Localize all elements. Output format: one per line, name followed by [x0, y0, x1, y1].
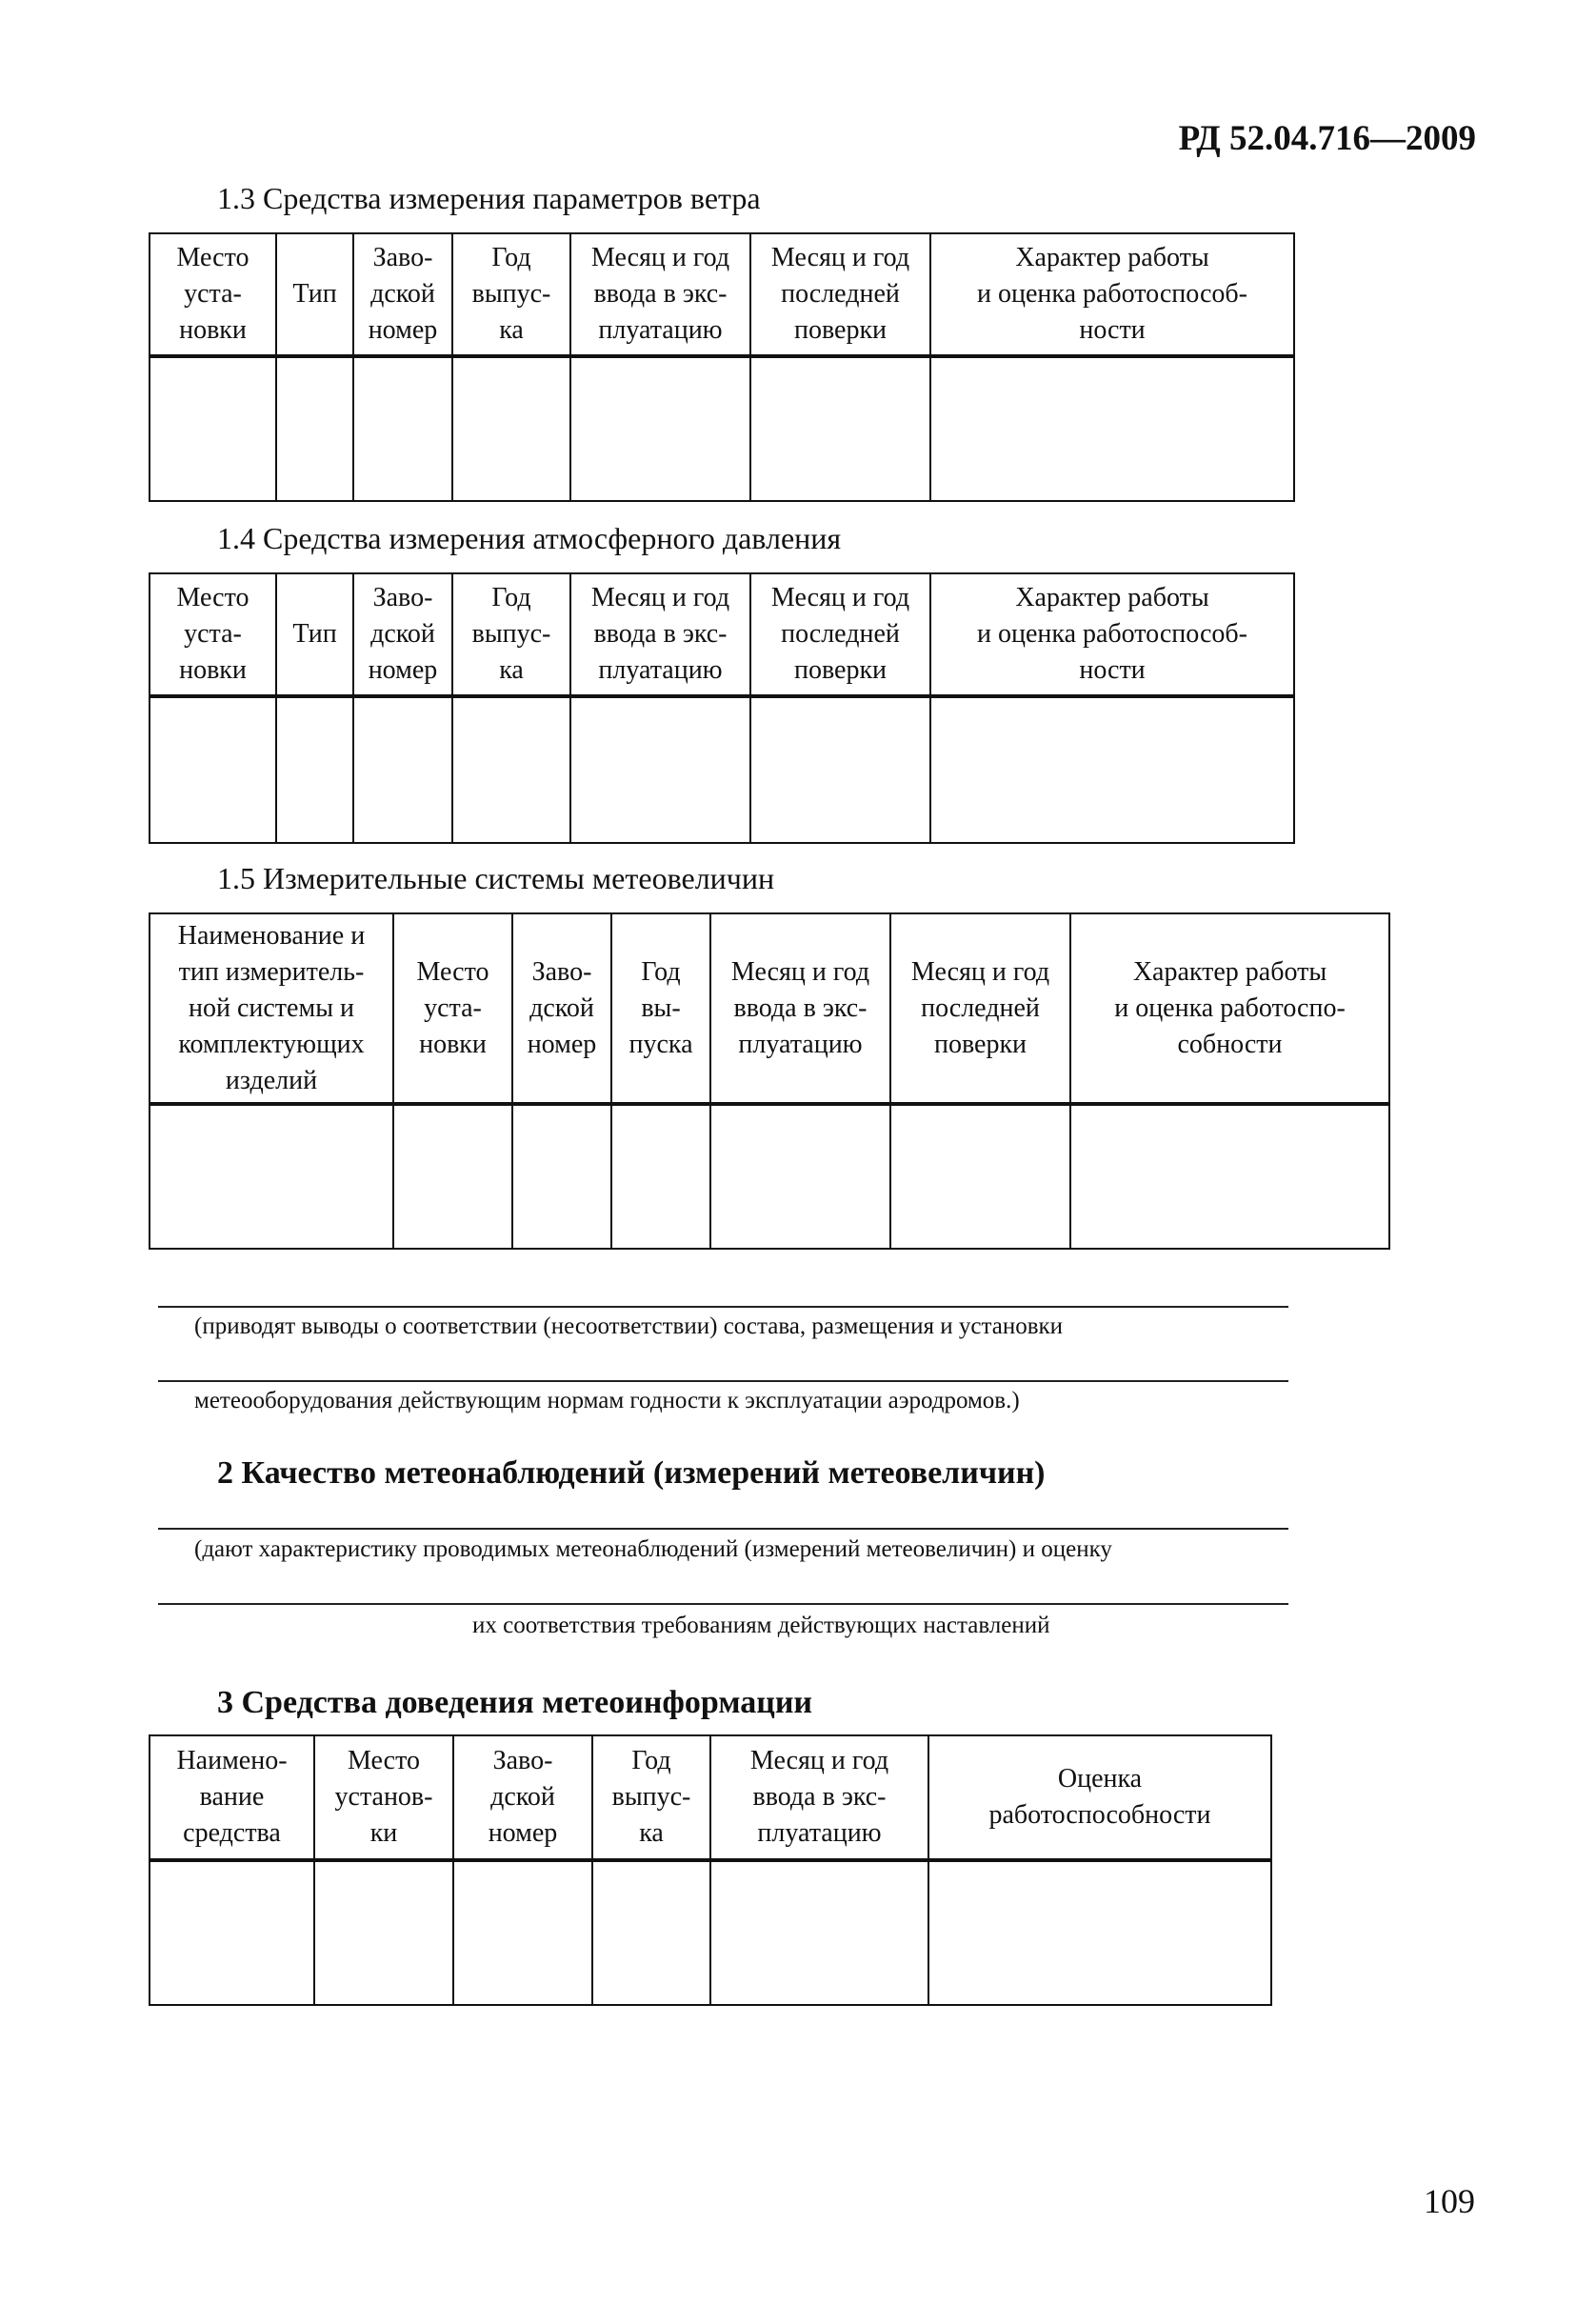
column-header: Заво- дской номер: [512, 913, 611, 1104]
column-header: Место установ- ки: [314, 1735, 453, 1860]
empty-cell[interactable]: [611, 1104, 710, 1249]
empty-cell[interactable]: [570, 696, 750, 843]
column-header: Характер работы и оценка работоспособ- ности: [930, 573, 1294, 696]
empty-cell[interactable]: [890, 1104, 1070, 1249]
pressure-instruments-table: [149, 572, 1295, 844]
column-header: Заво- дской номер: [353, 233, 452, 356]
column-header: Месяц и год последней поверки: [750, 233, 930, 356]
empty-cell[interactable]: [314, 1860, 453, 2005]
empty-cell[interactable]: [452, 356, 570, 501]
table-row: [150, 1860, 1271, 2005]
empty-cell[interactable]: [353, 356, 452, 501]
column-header: Месяц и год ввода в экс- плуатацию: [710, 1735, 928, 1860]
empty-cell[interactable]: [452, 696, 570, 843]
table-row: [150, 356, 1294, 501]
section-1-5-title: 1.5 Измерительные системы метеовеличин: [217, 861, 775, 895]
information-delivery-table: [149, 1734, 1272, 2006]
empty-cell[interactable]: [930, 696, 1294, 843]
column-header: Месяц и год ввода в экс- плуатацию: [570, 573, 750, 696]
column-header: Год выпус- ка: [452, 573, 570, 696]
column-header: Месяц и год последней поверки: [750, 573, 930, 696]
note-text: метеооборудования действующим нормам годности к эксплуатации аэродромов.): [194, 1388, 1020, 1413]
fill-in-line[interactable]: [158, 1380, 1288, 1382]
table-row: [150, 1104, 1389, 1249]
empty-cell[interactable]: [150, 1104, 393, 1249]
table-row: [150, 696, 1294, 843]
column-header: Год выпус- ка: [592, 1735, 710, 1860]
empty-cell[interactable]: [150, 1860, 314, 2005]
note-text: (приводят выводы о соответствии (несоответствии) состава, размещения и установки: [194, 1313, 1064, 1339]
empty-cell[interactable]: [393, 1104, 512, 1249]
empty-cell[interactable]: [276, 696, 353, 843]
empty-cell[interactable]: [710, 1860, 928, 2005]
wind-instruments-table: [149, 232, 1295, 502]
column-header: Оценка работоспособности: [928, 1735, 1271, 1860]
empty-cell[interactable]: [710, 1104, 890, 1249]
column-header: Место уста- новки: [393, 913, 512, 1104]
empty-cell[interactable]: [592, 1860, 710, 2005]
empty-cell[interactable]: [930, 356, 1294, 501]
empty-cell[interactable]: [150, 356, 276, 501]
empty-cell[interactable]: [150, 696, 276, 843]
empty-cell[interactable]: [276, 356, 353, 501]
measuring-systems-table: [149, 912, 1390, 1250]
note-text: их соответствия требованиям действующих наставлений: [472, 1613, 1050, 1638]
note-text: (дают характеристику проводимых метеонаблюдений (измерений метеовеличин) и оценку: [194, 1536, 1112, 1562]
column-header: Месяц и год последней поверки: [890, 913, 1070, 1104]
column-header: Место уста- новки: [150, 573, 276, 696]
column-header: Заво- дской номер: [453, 1735, 592, 1860]
column-header: Характер работы и оценка работоспо- собности: [1070, 913, 1389, 1104]
column-header: Заво- дской номер: [353, 573, 452, 696]
empty-cell[interactable]: [928, 1860, 1271, 2005]
column-header: Год вы- пуска: [611, 913, 710, 1104]
section-3-title: 3 Средства доведения метеоинформации: [217, 1685, 813, 1720]
fill-in-line[interactable]: [158, 1306, 1288, 1308]
column-header: Наименование и тип измеритель- ной системы и комплектующих изделий: [150, 913, 393, 1104]
column-header: Место уста- новки: [150, 233, 276, 356]
column-header: Тип: [276, 573, 353, 696]
document-code: РД 52.04.716—2009: [1178, 119, 1476, 158]
section-1-3-title: 1.3 Средства измерения параметров ветра: [217, 181, 761, 215]
column-header: Тип: [276, 233, 353, 356]
column-header: Месяц и год ввода в экс- плуатацию: [710, 913, 890, 1104]
empty-cell[interactable]: [512, 1104, 611, 1249]
section-2-title: 2 Качество метеонаблюдений (измерений метеовеличин): [217, 1455, 1046, 1491]
column-header: Год выпус- ка: [452, 233, 570, 356]
empty-cell[interactable]: [750, 356, 930, 501]
empty-cell[interactable]: [453, 1860, 592, 2005]
fill-in-line[interactable]: [158, 1603, 1288, 1605]
section-1-4-title: 1.4 Средства измерения атмосферного давления: [217, 521, 842, 555]
column-header: Характер работы и оценка работоспособ- ности: [930, 233, 1294, 356]
empty-cell[interactable]: [353, 696, 452, 843]
fill-in-line[interactable]: [158, 1528, 1288, 1530]
empty-cell[interactable]: [1070, 1104, 1389, 1249]
column-header: Месяц и год ввода в экс- плуатацию: [570, 233, 750, 356]
empty-cell[interactable]: [750, 696, 930, 843]
empty-cell[interactable]: [570, 356, 750, 501]
page-number: 109: [1424, 2182, 1475, 2220]
column-header: Наимено- вание средства: [150, 1735, 314, 1860]
